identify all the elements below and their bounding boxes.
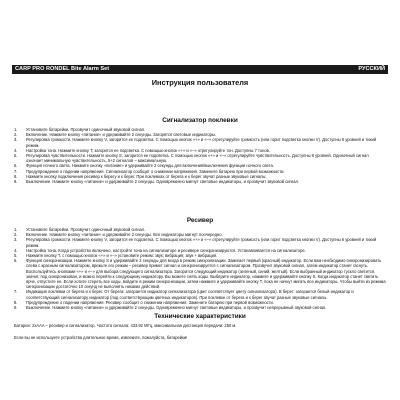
list-item-text: Регулировка чувствительности. Нажмите кнопку S, загорится ее подсветка. С помощью кнопок «+» и «–» отрегулируйте чувствительность. Доступны 8 уровней. Одиночный сигнал означает минимальную чувствительность, 5+2 сигналов – максимальную. — [26, 153, 369, 164]
list-item-text: Нажмите кнопку T, с помощью кнопок «+» и «–» установите режим: звук; вибрация; звук + вибрация. — [26, 253, 218, 259]
list-item-number: 3. — [14, 137, 18, 143]
list-item-number: 4. — [14, 247, 18, 253]
list-item-number: 2. — [14, 132, 18, 138]
closing-note: Если вы не используете устройства длительное время, извлеките, пожалуйста, батарейки! — [14, 335, 188, 340]
list-item-text: Нажмите кнопку подключения ресивер к берегу и к берег. При поклевках от берега и к берег звучат разные звуковые сигналы. — [26, 173, 267, 179]
list-item — [14, 179, 386, 184]
list-item-text: Функция ночного света. Нажмите кнопку «питание» и удерживайте 2 секунды для включения/выключения функции ночного света. — [26, 163, 274, 169]
list-item-text: Включение. Нажмите кнопку «питание» и удерживайте 2 секунды. Загорятся световые индикаторы. — [26, 132, 216, 138]
list-item-text: Предупреждение о падении напряжения. Сигнализатор сообщит о снижении напряжения. Замените батарею при первой возможности. — [26, 168, 285, 174]
language-label: РУССКИЙ — [358, 66, 385, 72]
list-item-number: 1. — [14, 127, 18, 132]
section-title-receiver: Ресивер — [186, 217, 214, 224]
list-item-text: Установите батарейки. Прозвучит одиночный звуковой сигнал. — [26, 227, 146, 232]
list-item-text: Регулировка громкости. Нажмите кнопку V, загорится ее подсветка. С помощью кнопок «+» и «–» отрегулируйте громкость (или горит подсветка кнопки V). Доступны 6 уровней и тихий режим. — [26, 237, 377, 248]
list-item — [14, 237, 386, 247]
section-title-alarm: Сигнализатор поклевки — [162, 117, 238, 124]
section-title-specs: Технические характеристики — [154, 313, 246, 320]
list-item-number: 7. — [14, 289, 18, 295]
list-item-number: 6. — [14, 163, 18, 169]
specs-text: Батареи: 2xAAA – ресивер и сигнализатор. Частота сигнала: 433.92 МГц, максимальная дистанция передачи: 250 м. — [14, 323, 237, 328]
list-item — [14, 258, 386, 289]
list-item-number: 6. — [14, 258, 18, 264]
header-bar — [12, 65, 388, 74]
list-item-text: Регулировка громкости. Нажмите кнопку V, загорится ее подсветка. С помощью кнопок «+» и «–» отрегулируйте громкость (или горит подсветка кнопки V). Доступны 6 уровней и тихий режим. — [26, 137, 377, 148]
list-item-text: Установите батарейки. Прозвучит одиночный звуковой сигнал. — [26, 127, 146, 132]
list-item — [14, 137, 386, 147]
document-title: Инструкция пользователя — [151, 78, 249, 87]
list-item-number: 8. — [14, 173, 18, 179]
product-name: CARP PRO RONDEL Bite Alarm Set — [15, 66, 110, 72]
list-item-text: Выключение. Нажмите кнопку «питание» и удерживайте 2 секунды. Одновременно мигнут световые индикаторы, и прозвучит звуковой сигнал. — [26, 179, 300, 185]
list-item-text: Индикация поклевки от берега и к берег. От берега: загорается индикатор сигнализатора (цвет соответствует цвету сигнализатора). В берег: загорается белый индикатор и соответствующий сигнализатору индикатор (под соответствующим цветных индикаторов). При поклевке от берега и к берег звучат разные звуковые сигналы. — [26, 289, 354, 300]
receiver-instructions-list — [14, 227, 386, 310]
list-item-text: Включение. Нажмите кнопку «питание» и удерживайте 2 секунды. Все индикаторы мигнут поочередно. — [26, 232, 223, 238]
list-item-number: 5. — [14, 253, 18, 259]
list-item-number: 4. — [14, 147, 18, 153]
list-item-number: 5. — [14, 153, 18, 159]
list-item-number: 2. — [14, 232, 18, 238]
list-item — [14, 305, 386, 310]
list-item-text: Функция синхронизации. Нажмите кнопку S и удерживайте 2 секунды для входа в режим синхронизации. Замигает первый (красный) индикатор. Если вам необходимо синхронизировать слева с красным сигнализатором, врежьте его режим – ресивер примет сигнал и синхронизируется с сигнализатором. Прозвучит звуковой сигнал, затем индикатор станет гаснуть. Воспользуйтесь кнопками «+» и «–» для выбора следующего сигнализатора. Загорится следующий индикатор (зеленый, синий, желтый). Если выбранный индикатор тускло светится, значит, под синхронизован, и можно перейти к следующему индикатору. Вы можете снять коды. Выберите индикатор, нажмите и удерживайте кнопку S. Когда индикатор станет светить ярче, отпустите ее. Если хотите стереть все коды, войдите в режим синхронизации, затем нажмите и удерживайте кнопку T, пока не начнут мигать все индикаторы. Чтобы выйти из режима синхронизации достаточно 10 секунд не выполнять никаких действий. — [26, 258, 386, 290]
list-item-text: Настройка тона. Когда устройство включено, настройте тона на сигнализаторе и ресивере синхронизируются. Устанавливается на сигнализаторе. — [26, 247, 306, 253]
list-item-number: 3. — [14, 237, 18, 243]
list-item-number: 8. — [14, 299, 18, 305]
list-item-text: Выключение. Нажмите кнопку «питание» и удерживайте 2 секунды. Одновременно мигнут световые индикаторы, и прозвучит непрерывный звуковой сигнал. — [26, 305, 327, 311]
list-item-number: 9. — [14, 305, 18, 311]
alarm-instructions-list — [14, 127, 386, 184]
list-item-number: 7. — [14, 168, 18, 174]
list-item-text: Предупреждение о падении напряжения. Ресивер сообщит о снижении напряжения. Замените батарею при первой возможности. — [26, 299, 274, 305]
list-item — [14, 153, 386, 163]
list-item — [14, 289, 386, 299]
list-item-number: 1. — [14, 227, 18, 232]
list-item-number: 9. — [14, 179, 18, 185]
list-item-text: Настройка тона. Нажмите кнопку T, загорится ее подсветка. С помощью кнопок «+» и «–» отрегулируйте тон. Доступны 7 тонов. — [26, 147, 270, 153]
